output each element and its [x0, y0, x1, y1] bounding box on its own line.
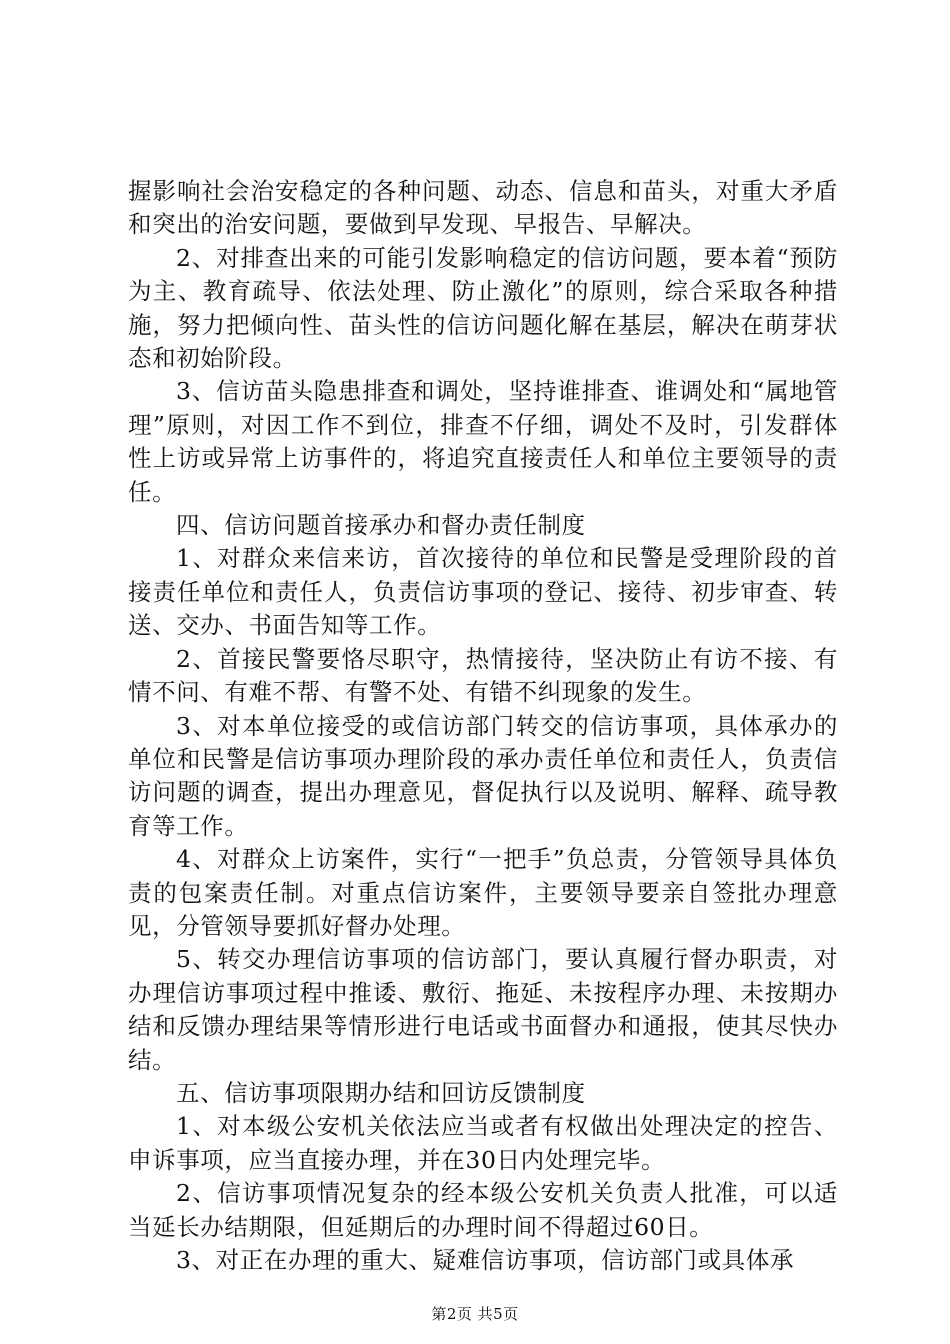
section-heading-4: 四、信访问题首接承办和督办责任制度 — [176, 511, 586, 540]
paragraph-7: 3、对本单位接受的或信访部门转交的信访事项，具体承办的单位和民警是信访事项办理阶段的承办责任单位和责任人，负责信访问题的调查，提出办理意见，督促执行以及说明、解释、疏导教育等工作。 — [128, 711, 838, 840]
paragraph-11: 1、对本级公安机关依法应当或者有权做出处理决定的控告、申诉事项，应当直接办理，并在30日内处理完毕。 — [128, 1112, 838, 1174]
page-number-footer: 第2页 共5页 — [431, 1305, 519, 1323]
paragraph-12: 2、信访事项情况复杂的经本级公安机关负责人批准，可以适当延长办结期限，但延期后的办理时间不得超过60日。 — [128, 1179, 838, 1241]
paragraph-1: 握影响社会治安稳定的各种问题、动态、信息和苗头，对重大矛盾和突出的治安问题，要做到早发现、早报告、早解决。 — [128, 177, 838, 239]
section-heading-5: 五、信访事项限期办结和回访反馈制度 — [176, 1078, 586, 1107]
document-body — [128, 175, 838, 1277]
paragraph-9: 5、转交办理信访事项的信访部门，要认真履行督办职责，对办理信访事项过程中推诿、敷衍、拖延、未按程序办理、未按期办结和反馈办理结果等情形进行电话或书面督办和通报，使其尽快办结。 — [128, 945, 838, 1074]
paragraph-6: 2、首接民警要恪尽职守，热情接待，坚决防止有访不接、有情不问、有难不帮、有警不处、有错不纠现象的发生。 — [128, 644, 838, 707]
paragraph-8: 4、对群众上访案件，实行“一把手”负总责，分管领导具体负责的包案责任制。对重点信访案件，主要领导要亲自签批办理意见，分管领导要抓好督办处理。 — [128, 845, 838, 940]
paragraph-2: 2、对排查出来的可能引发影响稳定的信访问题，要本着“预防为主、教育疏导、依法处理、防止激化”的原则，综合采取各种措施，努力把倾向性、苗头性的信访问题化解在基层，解决在萌芽状态和初始阶段。 — [128, 243, 838, 373]
paragraph-5: 1、对群众来信来访，首次接待的单位和民警是受理阶段的首接责任单位和责任人，负责信访事项的登记、接待、初步审查、转送、交办、书面告知等工作。 — [128, 544, 838, 640]
paragraph-13: 3、对正在办理的重大、疑难信访事项，信访部门或具体承 — [176, 1246, 795, 1274]
paragraph-3: 3、信访苗头隐患排查和调处，坚持谁排查、谁调处和“属地管理”原则，对因工作不到位，排查不仔细，调处不及时，引发群体性上访或异常上访事件的，将追究直接责任人和单位主要领导的责任。 — [128, 377, 838, 506]
